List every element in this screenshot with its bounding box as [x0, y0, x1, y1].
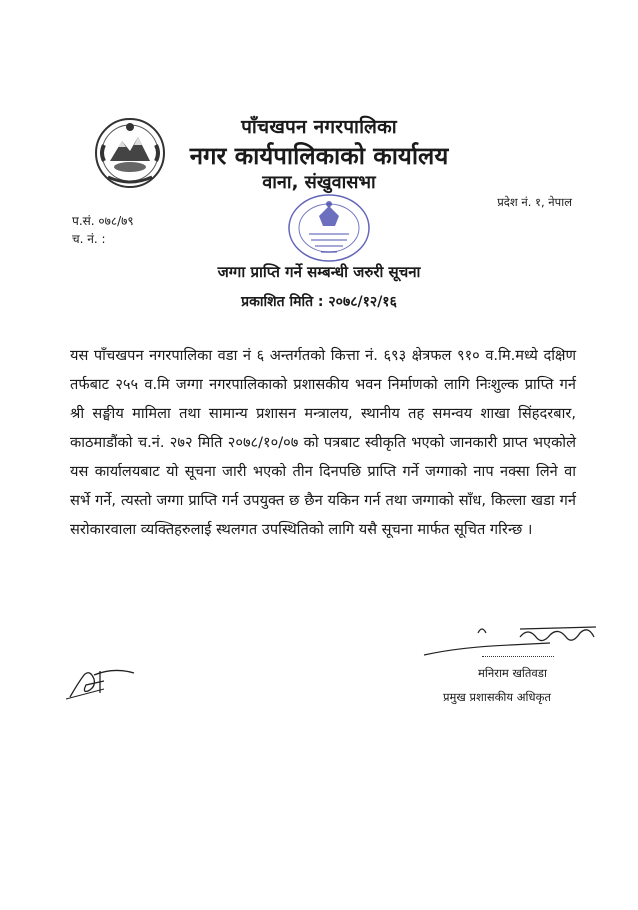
- province-label: प्रदेश नं. १, नेपाल: [497, 195, 572, 209]
- office-address: वाना, संखुवासभा: [262, 172, 376, 193]
- published-date: प्रकाशित मिति : २०७८/१२/१६: [241, 294, 397, 310]
- signature-line: [482, 656, 554, 657]
- notice-body: यस पाँचखपन नगरपालिका वडा नं ६ अन्तर्गतको कित्ता नं. ६९३ क्षेत्रफल ९१० व.मि.मध्ये दक्षिण तर्फबाट २५५ व.मि जग्गा नगरपालिकाको प्रशासकीय भवन निर्माणको लागि निःशुल्क प्राप्ति गर्न श्री सङ्घीय मामिला तथा सामान्य प्रशासन मन्त्रालय, स्थानीय तह समन्वय शाखा सिंहदरबार, काठमाडौंको च.नं. २७२ मिति २०७८/१०/०७ को पत्रबाट स्वीकृति भएको जानकारी प्राप्त भएकोले यस कार्यालयबाट यो सूचना जारी भएको तीन दिनपछि प्राप्ति गर्ने जग्गाको नाप नक्सा लिने वा सर्भे गर्ने, त्यस्तो जग्गा प्राप्ति गर्न उपयुक्त छ छैन यकिन गर्न तथा जग्गाको साँध, किल्ला खडा गर्न सरोकारवाला व्यक्तिहरुलाई स्थलगत उपस्थितिको लागि यसै सूचना मार्फत सूचित गरिन्छ ।: [70, 347, 576, 538]
- reference-block: [72, 212, 134, 248]
- initial-signature-icon: [64, 663, 144, 703]
- letter-number: प.सं. ०७८/७९: [72, 214, 134, 228]
- office-name: नगर कार्यपालिकाको कार्यालय: [189, 142, 449, 170]
- signatory-name: मनिराम खतिवडा: [478, 666, 547, 680]
- municipality-name: पाँचखपन नगरपालिका: [241, 116, 397, 138]
- notice-subject: जग्गा प्राप्ति गर्ने सम्बन्धी जरुरी सूचना: [217, 263, 421, 281]
- dispatch-number: च. नं. :: [72, 232, 106, 246]
- signatory-title: प्रमुख प्रशासकीय अधिकृत: [443, 690, 551, 704]
- official-signature-icon: [420, 615, 615, 665]
- office-stamp-icon: [283, 190, 375, 266]
